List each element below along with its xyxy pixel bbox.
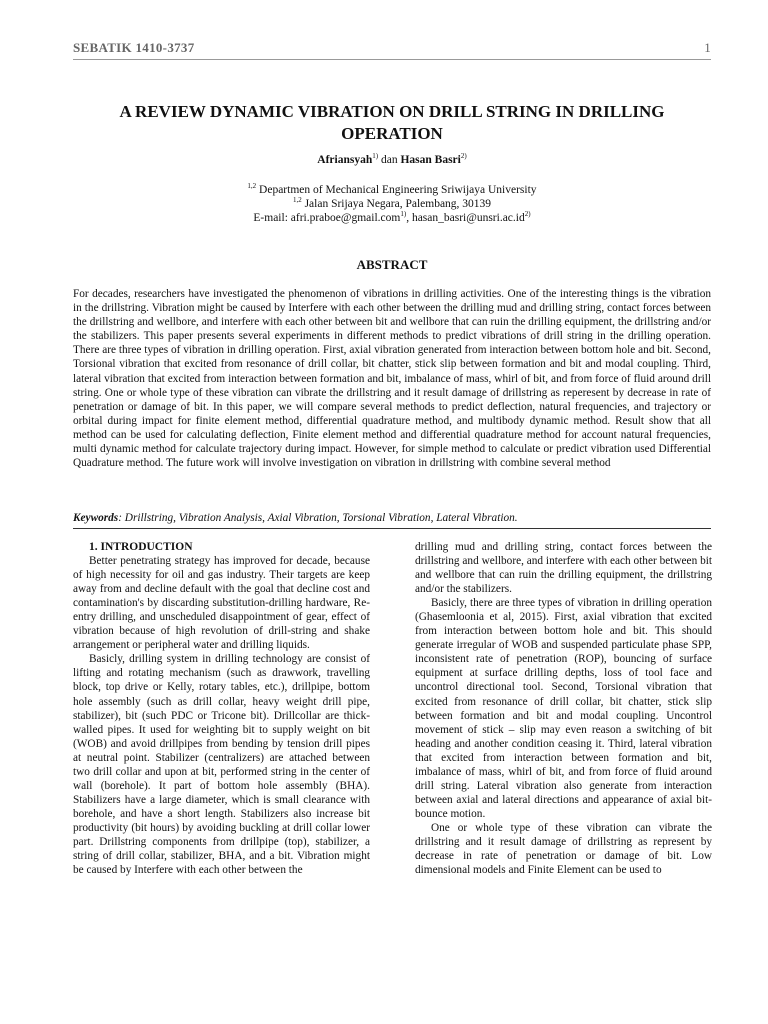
author-2-sup: 2) (460, 152, 467, 161)
intro-paragraph-3: Basicly, there are three types of vibration in drilling operation (Ghasemloonia et al, 2015). First, axial vibration that excited from interaction between bottom hole and bit. This should generate irregular of WOB and suspended particulate phase SPP, inconsistent rate of penetration (ROP), bouncing of surface equipment at surface drilling depths, loss of tool face and uncontrol directional tool. Second, Torsional vibration that excited from resonance of drill collar, bit chatter, stick slip between formation and bit and modal coupling. Uncontrol movement of stick – slip may even reason a switching of bit heading and another condition ceasing it. Third, lateral vibration that excited from interaction between formation and bit, imbalance of mass, whirl of bit, and from force of fluid around drill string. Lateral vibration also generate from interaction between axial and lateral directions and appearance of axial bit-bounce motion. (415, 597, 712, 820)
page-number: 1 (704, 40, 711, 55)
email-1-sup: 1) (400, 210, 407, 219)
abstract-heading: ABSTRACT (356, 257, 428, 272)
intro-paragraph-4: One or whole type of these vibration can vibrate the drillstring and it result damage of drillstring as represent by decrease in rate of penetration or damage of bit. Low dimensional models and Finite Element can be used to (415, 821, 712, 877)
affiliation-line-1 (73, 183, 711, 197)
affiliation-department: Departmen of Mechanical Engineering Sriwijaya University (259, 184, 537, 196)
left-column (73, 540, 370, 877)
keywords-line (73, 512, 711, 524)
author-connector: dan (380, 154, 398, 166)
affiliation-email (73, 211, 711, 225)
affiliation-address: Jalan Srijaya Negara, Palembang, 30139 (304, 198, 492, 210)
running-header (73, 40, 711, 60)
author-2: Hasan Basri (400, 154, 461, 166)
intro-paragraph-2: Basicly, drilling system in drilling technology are consist of lifting and rotating mechanism (such as drawwork, travelling block, top drive or Kelly, rotary tables, etc.), drillpipe, bottom hole assembly (such as drill collar, heavy weight drill pipe, stabilizer), bit (such PDC or Tricone bit). Drillcollar are thick-walled pipes. It used for weighting bit to supply weight on bit (WOB) and avoid drillpipes from bending by tension drill pipes at neutral point. Stabilizer (centralizers) are attached between two drill collar and upon at bit, performed string in the center of wall (borehole). It part of bottom hole assembly (BHA). Stabilizers have a large diameter, which is small clearance with borehole, and have a short length. Stabilizers also increase bit productivity (bit hours) by avoiding buckling at drill collar lower part. Drillstring components from drillpipe (top), stabilizer, a string of drill collar, stabilizer, BHA, and a bit. Vibration might be caused by Interfere with each other between the (73, 653, 370, 877)
section-divider (73, 528, 711, 529)
affiliation-block (73, 183, 711, 225)
right-column (415, 540, 712, 877)
affiliation-line-2 (73, 197, 711, 211)
journal-issn: SEBATIK 1410-3737 (73, 40, 195, 55)
author-line (73, 154, 711, 166)
affiliation-line-1-sup: 1,2 (247, 182, 257, 191)
abstract-text: For decades, researchers have investigated the phenomenon of vibrations in drilling activities. One of the interesting things is the vibration in the drillstring. Vibration might be caused by Interfere with each other between the drilling mud and drilling string, contact forces between the drillstring and wellbore, and interfere with each other between bit and wellbore that can ruin the drilling equipment, the drillstring and/or the stabilizers. This paper presents several experiments in different methods to predict vibrations of drill string in the drilling operation. There are three types of vibration in drilling operation. First, axial vibration generated from interaction between bottom hole and bit. Second, Torsional vibration that excited from resonance of drill collar, bit chatter, stick slip between formation and bit and modal coupling. Third, lateral vibration that excited from interaction between formation and bit, imbalance of mass, whirl of bit, and from force of fluid around drill string. One or whole type of these vibration can vibrate the drillstring and it result damage of drillstring as reperesent by decrease in rate of penetration or damage of bit. In this paper, we will compare several methods to predict deflection, natural frequencies, and trajectory or orbital during impact for finite element method, differential quadrature method, and multibody dynamic method. Result show that all method can be used for calculating deflection, Finite element method and differential quadrature method for account natural frequencies, multi dynamic method for calculate trajectory during impact. However, for simple method to calculate or predict vibration used Differential Quadrature method. The future work will involve investigation on vibration in drillstring with combine several method (73, 288, 711, 470)
email-2-sup: 2) (524, 210, 531, 219)
email-2: , hasan_basri@unsri.ac.id (406, 212, 525, 224)
paper-title: A REVIEW DYNAMIC VIBRATION ON DRILL STRING IN DRILLING OPERATION (119, 102, 665, 143)
affiliation-line-2-sup: 1,2 (292, 196, 302, 205)
author-1-sup: 1) (372, 152, 379, 161)
author-1: Afriansyah (317, 154, 373, 166)
keywords-text: : Drillstring, Vibration Analysis, Axial Vibration, Torsional Vibration, Lateral Vibration. (118, 512, 518, 524)
email-1: E-mail: afri.praboe@gmail.com (253, 212, 401, 224)
intro-paragraph-2-continued: drilling mud and drilling string, contact forces between the drillstring and wellbore, and interfere with each other between bit and wellbore that can ruin the drilling equipment, the drillstring and/or the stabilizers. (415, 541, 712, 596)
intro-paragraph-1: Better penetrating strategy has improved for decade, because of high necessity for oil and gas industry. Their targets are keep away from and decline default with the goal that decline cost and contamination's by discarding substitution-drilling hardware, Re-entry drilling, and unscheduled disappointment of gear, effect of vibration because of high revolution of drill-string and shake arrangement or peripheral water and drilling liquids. (73, 555, 370, 652)
keywords-label: Keywords (73, 512, 119, 524)
introduction-heading: 1. INTRODUCTION (89, 541, 193, 553)
